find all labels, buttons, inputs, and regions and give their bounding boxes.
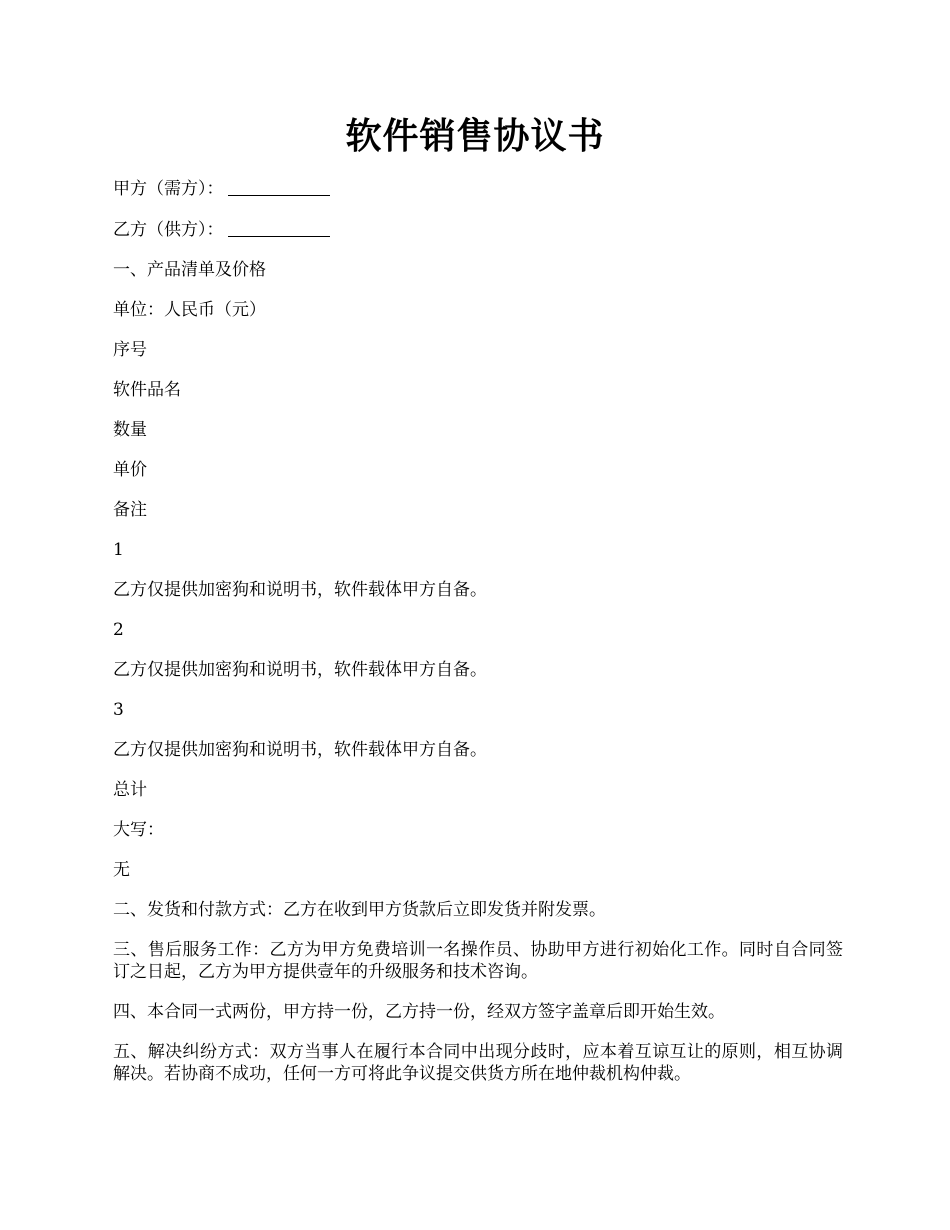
header-product-name: 软件品名 [113,380,181,400]
header-serial: 序号 [113,340,147,360]
row-number: 2 [113,620,124,640]
clause-after-sales: 三、售后服务工作：乙方为甲方免费培训一名操作员、协助甲方进行初始化工作。同时自合同签订之日起，乙方为甲方提供壹年的升级服务和技术咨询。 [113,940,843,982]
row-note: 乙方仅提供加密狗和说明书，软件载体甲方自备。 [113,580,487,600]
party-a-label: 甲方（需方）： [113,179,224,199]
clause-dispute: 五、解决纠纷方式：双方当事人在履行本合同中出现分歧时，应本着互谅互让的原则，相互协调解决。若协商不成功，任何一方可将此争议提交供货方所在地仲裁机构仲裁。 [113,1042,843,1084]
currency-unit: 单位：人民币（元） [113,300,266,320]
row-note: 乙方仅提供加密狗和说明书，软件载体甲方自备。 [113,740,487,760]
clause-delivery-payment: 二、发货和付款方式：乙方在收到甲方货款后立即发货并附发票。 [113,900,606,920]
party-b-blank [228,218,330,237]
header-quantity: 数量 [113,420,147,440]
party-b-label: 乙方（供方）： [113,220,224,240]
row-number: 3 [113,700,124,720]
section-heading-products: 一、产品清单及价格 [113,260,266,280]
party-a-blank [228,177,330,196]
none-value: 无 [113,860,130,880]
header-unit-price: 单价 [113,460,147,480]
row-number: 1 [113,540,124,560]
party-a-line [113,177,843,200]
row-note: 乙方仅提供加密狗和说明书，软件载体甲方自备。 [113,660,487,680]
header-remarks: 备注 [113,500,147,520]
document-title: 软件销售协议书 [345,115,605,157]
document-body [113,177,843,1103]
capital-amount-label: 大写： [113,820,164,840]
clause-copies: 四、本合同一式两份，甲方持一份，乙方持一份，经双方签字盖章后即开始生效。 [113,1002,725,1022]
party-b-line [113,218,843,241]
total-label: 总计 [113,780,147,800]
